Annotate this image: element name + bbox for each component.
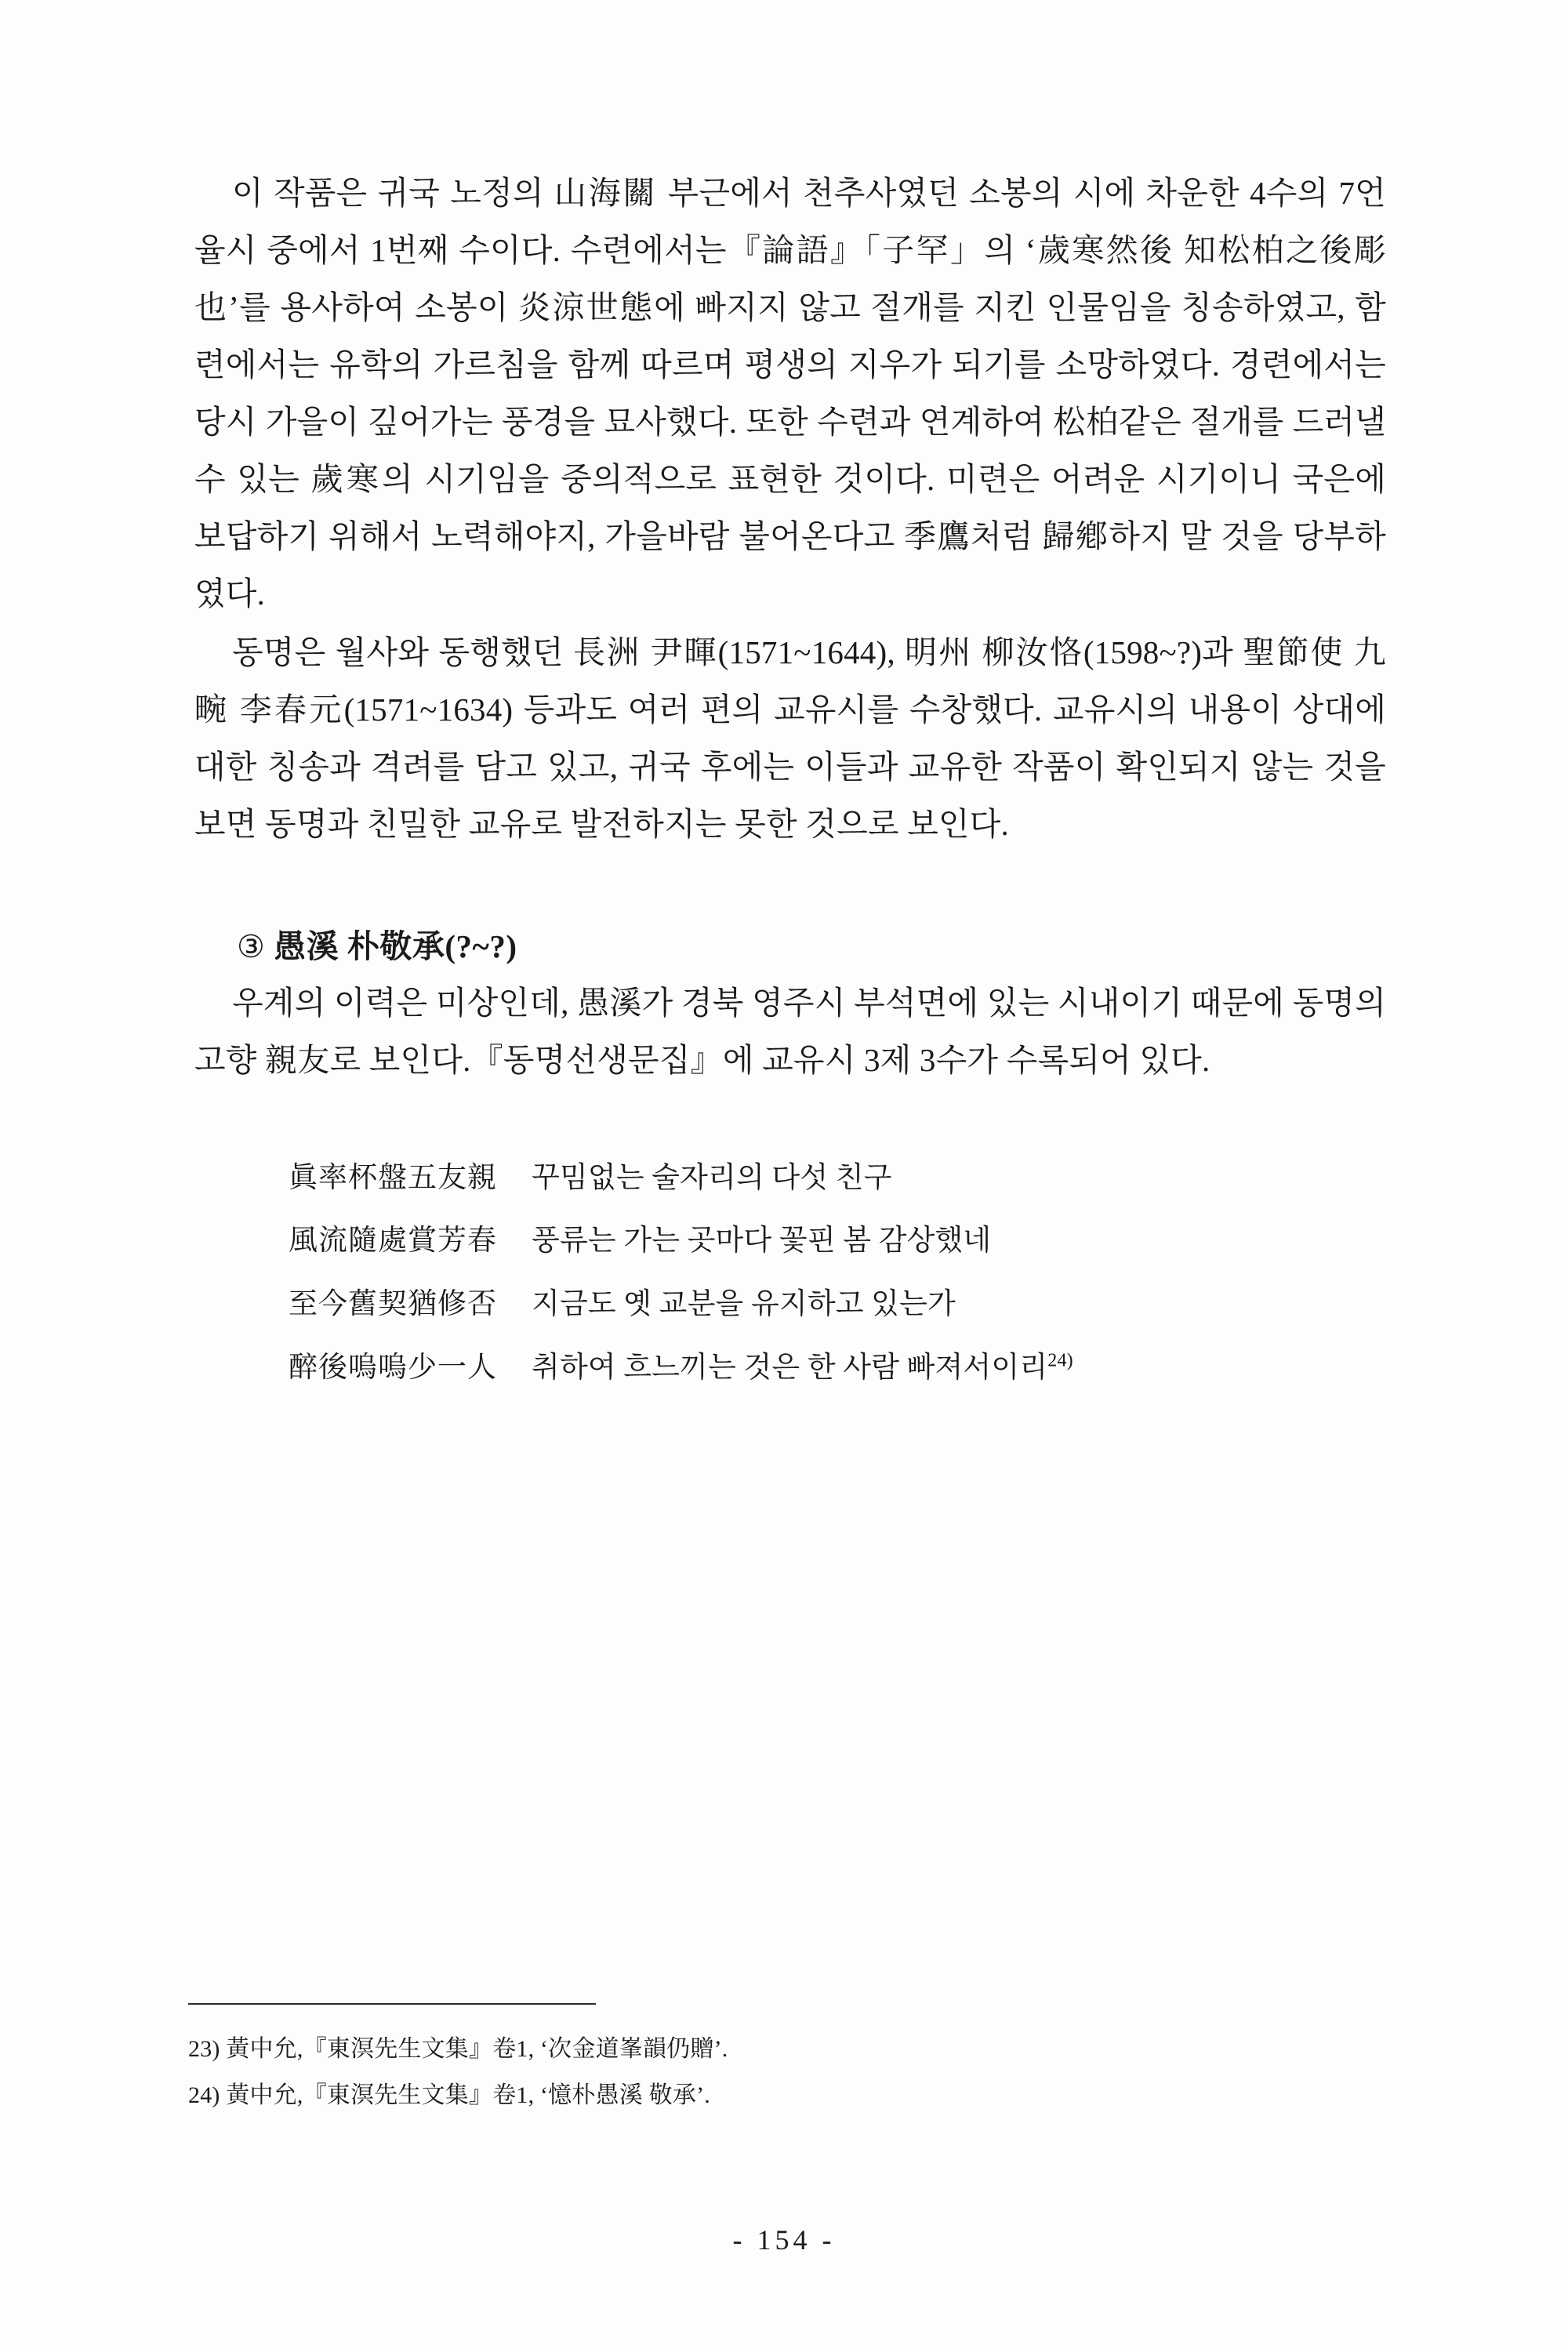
section-paragraph: 우계의 이력은 미상인데, 愚溪가 경북 영주시 부석면에 있는 시내이기 때문에 동명의 고향 親友로 보인다.『동명선생문집』에 교유시 3제 3수가 수록되어 있다.	[194, 984, 1386, 1078]
poem-block	[289, 1147, 1386, 1400]
poem-translation: 지금도 옛 교분을 유지하고 있는가	[532, 1287, 956, 1320]
poem-line	[289, 1273, 1386, 1337]
footnote-item: 23) 黃中允,『東溟先生文集』卷1, ‘次金道峯韻仍贈’.	[188, 2036, 728, 2062]
poem-line	[289, 1210, 1386, 1273]
poem-translation: 취하여 흐느끼는 것은 한 사람 빠져서이리$^{24)}$	[532, 1350, 1073, 1384]
poem-hanja: 風流隨處賞芳春	[289, 1225, 497, 1258]
poem-hanja: 眞率杯盤五友親	[289, 1161, 497, 1194]
page-number: - 154 -	[732, 2224, 836, 2256]
poem-line	[289, 1147, 1386, 1210]
poem-hanja: 醉後嗚嗚少一人	[289, 1351, 497, 1384]
footnote-ref: 24)	[1047, 1350, 1073, 1371]
poem-translation: 꾸밈없는 술자리의 다섯 친구	[532, 1161, 892, 1194]
body-paragraph-1: 이 작품은 귀국 노정의 山海關 부근에서 천추사였던 소봉의 시에 차운한 4수의 7언 율시 중에서 1번째 수이다. 수련에서는『論語』「子罕」의 ‘歲寒然後 知松柏之後彫也’를 용사하여 소봉이 炎涼世態에 빠지지 않고 절개를 지킨 인물임을 칭송하였고, 함련에서는 유학의 가르침을 함께 따르며 평생의 지우가 되기를 소망하였다. 경련에서는 당시 가을이 깊어가는 풍경을 묘사했다. 또한 수련과 연계하여 松柏같은 절개를 드러낼 수 있는 歲寒의 시기임을 중의적으로 표현한 것이다. 미련은 어려운 시기이니 국은에 보답하기 위해서 노력해야지, 가을바람 불어온다고 季鷹처럼 歸鄕하지 말 것을 당부하였다.	[194, 175, 1386, 612]
section-marker: ③	[237, 928, 266, 964]
footnote-item: 24) 黃中允,『東溟先生文集』卷1, ‘憶朴愚溪 敬承’.	[188, 2082, 710, 2108]
page-content	[194, 165, 1386, 1399]
poem-line	[289, 1337, 1386, 1400]
footnote-divider	[188, 2003, 596, 2005]
poem-translation: 풍류는 가는 곳마다 꽃핀 봄 감상했네	[532, 1225, 992, 1258]
section-title: 愚溪 朴敬承(?~?)	[274, 927, 517, 964]
section-heading	[194, 920, 1386, 967]
body-paragraph-2: 동명은 월사와 동행했던 長洲 尹暉(1571~1644), 明州 柳汝恪(1598~?)과 聖節使 九畹 李春元(1571~1634) 등과도 여러 편의 교유시를 수창했다. 교유시의 내용이 상대에 대한 칭송과 격려를 담고 있고, 귀국 후에는 이들과 교유한 작품이 확인되지 않는 것을 보면 동명과 친밀한 교유로 발전하지는 못한 것으로 보인다.	[194, 633, 1386, 842]
poem-hanja: 至今舊契猶修否	[289, 1287, 497, 1320]
footnote-area	[188, 2003, 1388, 2118]
